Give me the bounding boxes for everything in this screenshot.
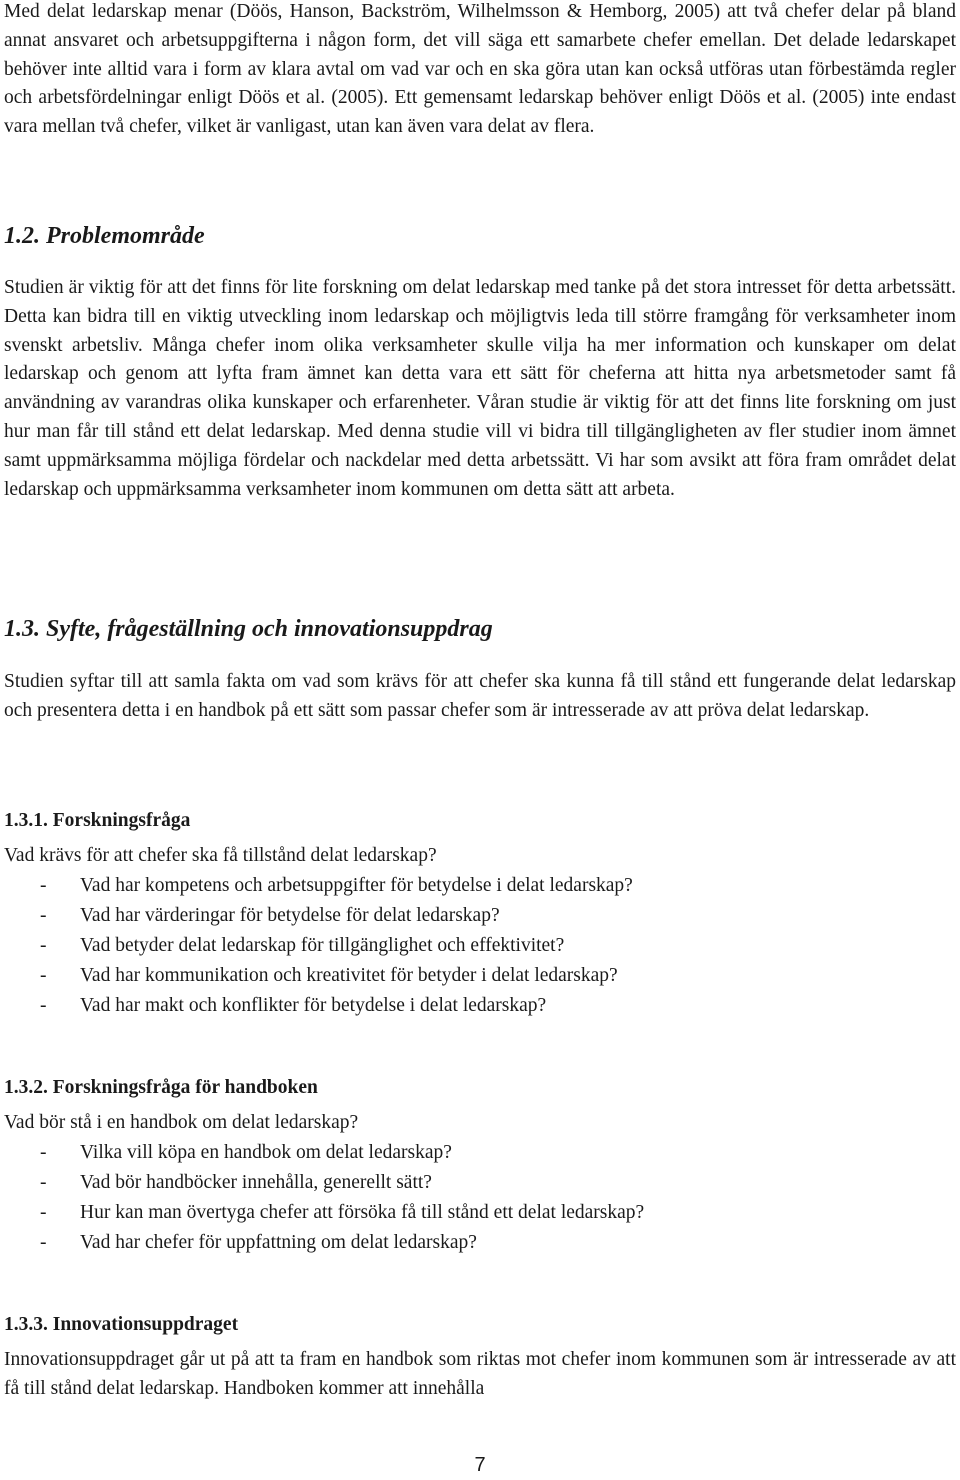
list-item: [4, 961, 956, 991]
list-item: [4, 1198, 956, 1228]
section-heading-syfte: 1.3. Syfte, frågeställning och innovationsuppdrag: [4, 616, 493, 642]
page-number: 7: [474, 1454, 486, 1476]
handboken-block: [4, 1108, 956, 1258]
dash-bullet: -: [40, 965, 47, 986]
handboken-list: [4, 1138, 956, 1258]
list-item: [4, 991, 956, 1021]
dash-bullet: -: [40, 935, 47, 956]
dash-bullet: -: [40, 1142, 47, 1163]
dash-bullet: -: [40, 1202, 47, 1223]
handboken-question: Vad bör stå i en handbok om delat ledarskap?: [4, 1112, 359, 1133]
list-item-text: Vad har värderingar för betydelse för delat ledarskap?: [80, 905, 500, 926]
dash-bullet: -: [40, 905, 47, 926]
dash-bullet: -: [40, 1172, 47, 1193]
list-item: [4, 1228, 956, 1258]
list-item: [4, 931, 956, 961]
list-item-text: Hur kan man övertyga chefer att försöka få till stånd ett delat ledarskap?: [80, 1202, 645, 1223]
list-item-text: Vilka vill köpa en handbok om delat ledarskap?: [80, 1142, 452, 1163]
innovationsuppdraget-block: [4, 1346, 956, 1404]
dash-bullet: -: [40, 1232, 47, 1253]
intro-paragraph: Med delat ledarskap menar (Döös, Hanson, Backström, Wilhelmsson & Hemborg, 2005) att två chefer delar på bland annat ansvaret och arbetsuppgifterna i någon form, det vill säga ett samarbete chefer emellan. Det delade ledarskapet behöver inte alltid vara i form av klara avtal om vad var och en ska göra utan kan också utföras utan förbestämda regler och arbetsfördelningar enligt Döös et al. (2005). Ett gemensamt ledarskap behöver enligt Döös et al. (2005) inte endast vara mellan två chefer, vilket är vanligast, utan kan även vara delat av flera.: [4, 1, 956, 138]
list-item: [4, 871, 956, 901]
dash-bullet: -: [40, 875, 47, 896]
problemomrade-block: [4, 274, 956, 504]
innovationsuppdraget-paragraph: Innovationsuppdraget går ut på att ta fram en handbok som riktas mot chefer inom kommunen som är intresserade av att få till stånd delat ledarskap. Handboken kommer att innehålla: [4, 1349, 956, 1399]
problemomrade-paragraph: Studien är viktig för att det finns för lite forskning om delat ledarskap med tanke på det stora intresset för detta arbetssätt. Detta kan bidra till en viktig utveckling inom ledarskap och möjligtvis leda till större framgång för verksamheter inom svenskt arbetsliv. Många chefer inom olika verksamheter skulle vilja ha mer information och kunskaper om delat ledarskap och genom att lyfta fram ämnet kan detta vara ett sätt för cheferna att hitta nya arbetsmetoder samt få användning av varandras olika kunskaper och erfarenheter. Våran studie är viktig för att det finns lite forskning om just hur man får till stånd ett delat ledarskap. Med denna studie vill vi bidra till tillgängligheten av fler studier inom ämnet samt uppmärksamma möjliga fördelar och nackdelar med detta arbetssätt. Vi har som avsikt att föra fram området delat ledarskap och uppmärksamma verksamheter inom kommunen om detta sätt att arbeta.: [4, 277, 956, 500]
section-heading-handboken: 1.3.2. Forskningsfråga för handboken: [4, 1077, 318, 1098]
syfte-paragraph: Studien syftar till att samla fakta om vad som krävs för att chefer ska kunna få till stånd ett fungerande delat ledarskap och presentera detta i en handbok på ett sätt som passar chefer som är intresserade av att pröva delat ledarskap.: [4, 671, 956, 721]
intro-block: [4, 0, 956, 142]
section-heading-innovationsuppdraget: 1.3.3. Innovationsuppdraget: [4, 1314, 239, 1335]
forskningsfraga-block: [4, 841, 956, 1021]
syfte-block: [4, 668, 956, 726]
list-item-text: Vad har chefer för uppfattning om delat ledarskap?: [80, 1232, 477, 1253]
list-item: [4, 1168, 956, 1198]
list-item-text: Vad har kompetens och arbetsuppgifter för betydelse i delat ledarskap?: [80, 875, 633, 896]
section-heading-forskningsfraga: 1.3.1. Forskningsfråga: [4, 810, 191, 831]
forskningsfraga-list: [4, 871, 956, 1021]
forskningsfraga-question: Vad krävs för att chefer ska få tillstånd delat ledarskap?: [4, 845, 437, 866]
list-item-text: Vad har makt och konflikter för betydelse i delat ledarskap?: [80, 995, 547, 1016]
list-item-text: Vad betyder delat ledarskap för tillgänglighet och effektivitet?: [80, 935, 565, 956]
section-heading-problemomrade: 1.2. Problemområde: [4, 223, 205, 249]
list-item: [4, 901, 956, 931]
list-item-text: Vad bör handböcker innehålla, generellt sätt?: [80, 1172, 432, 1193]
list-item: [4, 1138, 956, 1168]
list-item-text: Vad har kommunikation och kreativitet för betyder i delat ledarskap?: [80, 965, 618, 986]
dash-bullet: -: [40, 995, 47, 1016]
